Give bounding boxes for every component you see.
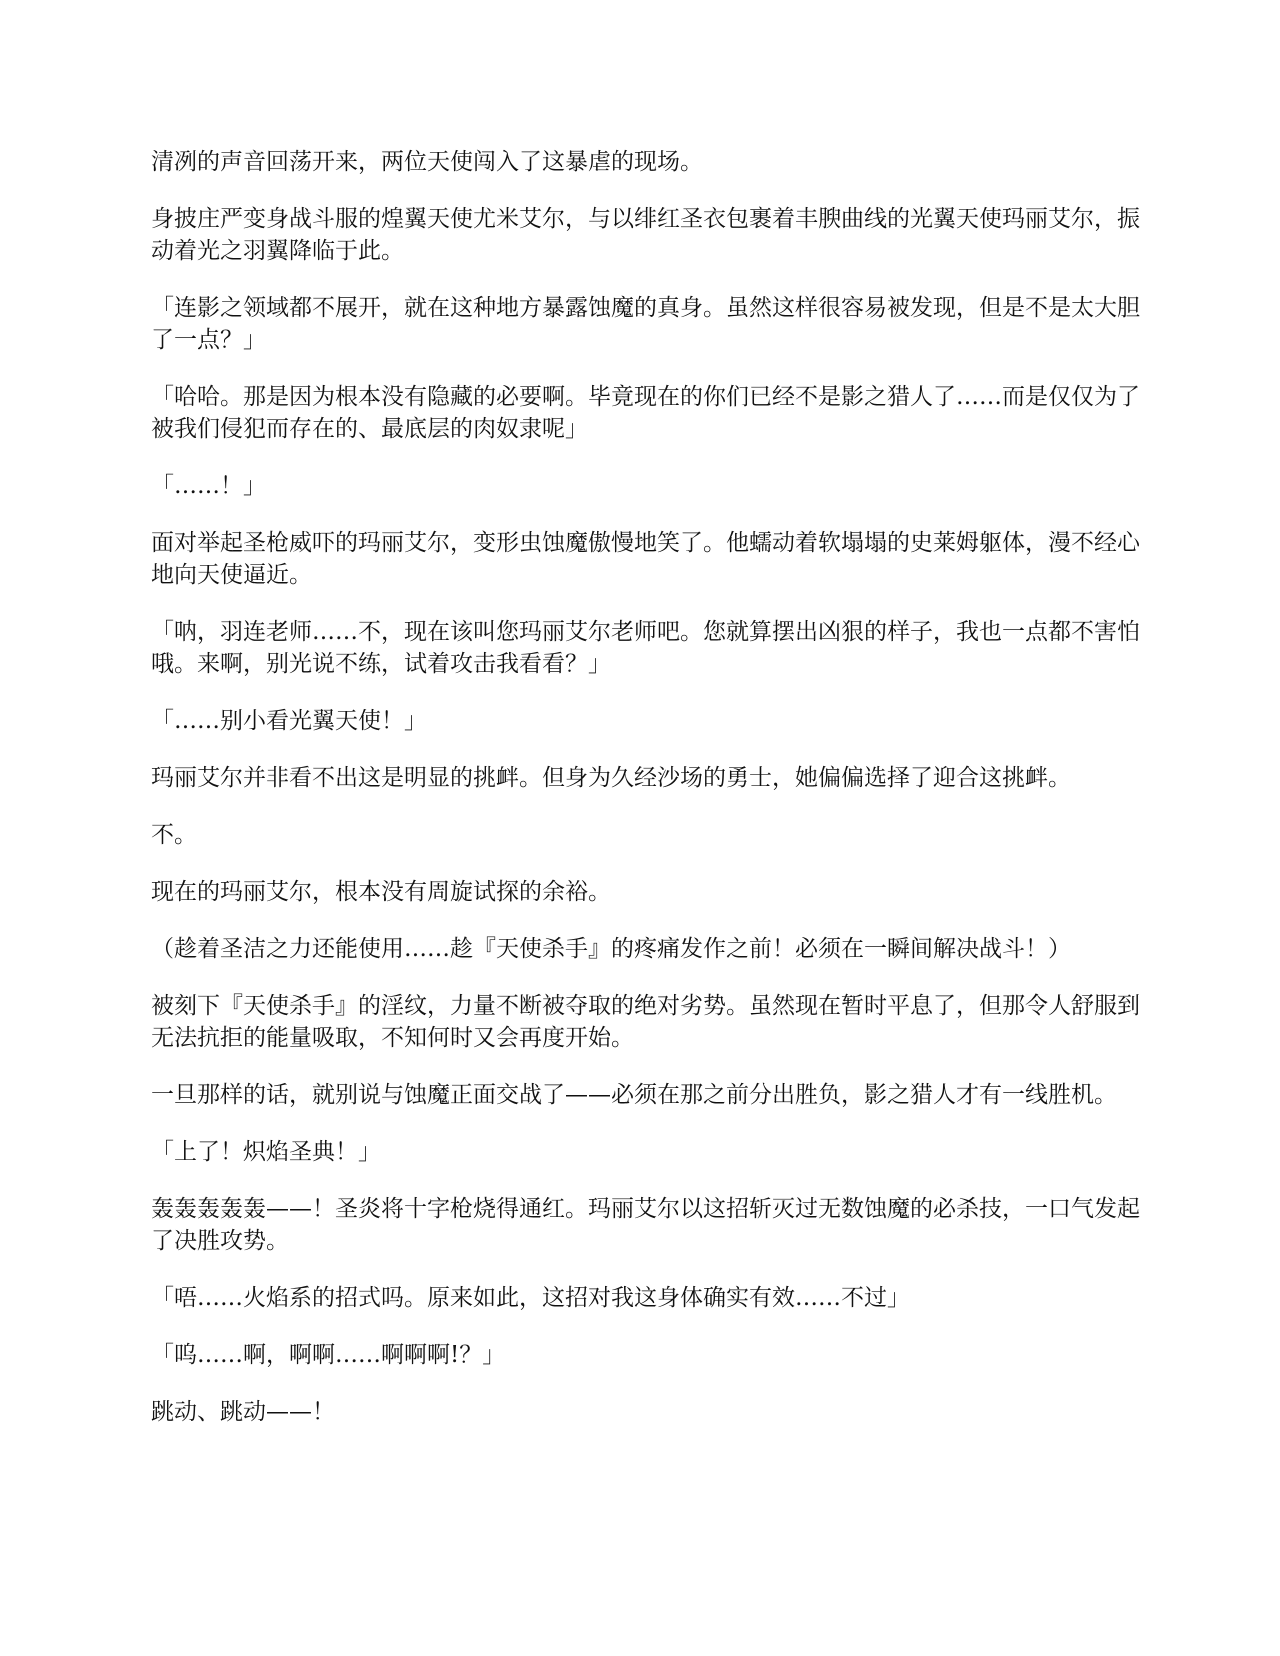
paragraph: 现在的玛丽艾尔，根本没有周旋试探的余裕。 <box>151 879 611 905</box>
paragraph: 「……！」 <box>151 473 266 499</box>
paragraph: 「连影之领域都不展开，就在这种地方暴露蚀魔的真身。虽然这样很容易被发现，但是不是太大胆了一点？」 <box>151 295 1140 353</box>
paragraph: 「唔……火焰系的招式吗。原来如此，这招对我这身体确实有效……不过」 <box>151 1285 910 1311</box>
paragraph: 清冽的声音回荡开来，两位天使闯入了这暴虐的现场。 <box>151 149 703 175</box>
paragraph: 被刻下『天使杀手』的淫纹，力量不断被夺取的绝对劣势。虽然现在暂时平息了，但那令人舒服到无法抗拒的能量吸取，不知何时又会再度开始。 <box>151 993 1140 1051</box>
paragraph: 一旦那样的话，就别说与蚀魔正面交战了——必须在那之前分出胜负，影之猎人才有一线胜机。 <box>151 1082 1117 1108</box>
paragraph: 「哈哈。那是因为根本没有隐藏的必要啊。毕竟现在的你们已经不是影之猎人了……而是仅仅为了被我们侵犯而存在的、最底层的肉奴隶呢」 <box>151 384 1140 442</box>
paragraph: 「上了！炽焰圣典！」 <box>151 1139 381 1165</box>
paragraph: 跳动、跳动——！ <box>151 1399 335 1425</box>
body-text <box>151 146 1146 1453</box>
paragraph: 「……别小看光翼天使！」 <box>151 708 427 734</box>
paragraph: 面对举起圣枪威吓的玛丽艾尔，变形虫蚀魔傲慢地笑了。他蠕动着软塌塌的史莱姆躯体，漫不经心地向天使逼近。 <box>151 530 1140 588</box>
paragraph: 身披庄严变身战斗服的煌翼天使尤米艾尔，与以绯红圣衣包裹着丰腴曲线的光翼天使玛丽艾尔，振动着光之羽翼降临于此。 <box>151 206 1140 264</box>
paragraph: 轰轰轰轰轰——！圣炎将十字枪烧得通红。玛丽艾尔以这招斩灭过无数蚀魔的必杀技，一口气发起了决胜攻势。 <box>151 1196 1140 1254</box>
paragraph: 「呐，羽连老师……不，现在该叫您玛丽艾尔老师吧。您就算摆出凶狠的样子，我也一点都不害怕哦。来啊，别光说不练，试着攻击我看看？」 <box>151 619 1140 677</box>
paragraph: 不。 <box>151 822 197 848</box>
paragraph: 玛丽艾尔并非看不出这是明显的挑衅。但身为久经沙场的勇士，她偏偏选择了迎合这挑衅。 <box>151 765 1071 791</box>
paragraph: （趁着圣洁之力还能使用……趁『天使杀手』的疼痛发作之前！必须在一瞬间解决战斗！） <box>151 936 1071 962</box>
paragraph: 「呜……啊，啊啊……啊啊啊!？」 <box>151 1342 506 1368</box>
